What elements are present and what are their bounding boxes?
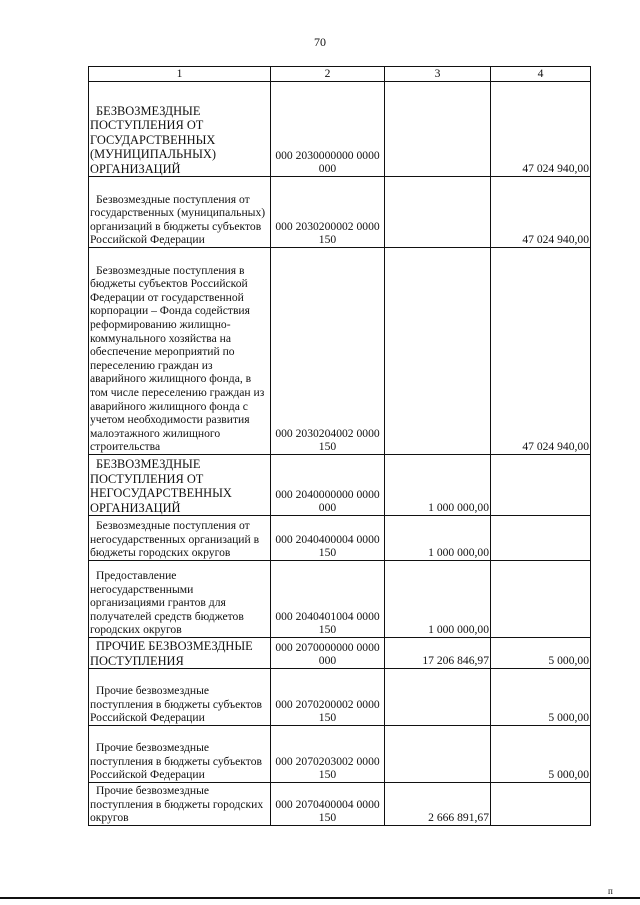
row-name xyxy=(89,248,271,455)
row-name xyxy=(89,669,271,726)
row-name-text: Безвозмездные поступления от негосударственных организаций в бюджеты городских округов xyxy=(90,519,260,560)
row-name xyxy=(89,82,271,177)
header-cell-3: 3 xyxy=(385,67,491,82)
row-amount-col4 xyxy=(491,783,591,826)
row-code: 000 2040401004 0000 150 xyxy=(271,561,385,638)
row-amount-col4: 5 000,00 xyxy=(491,726,591,783)
row-name xyxy=(89,561,271,638)
table-row xyxy=(89,669,591,726)
row-code: 000 2030204002 0000 150 xyxy=(271,248,385,455)
row-amount-col3 xyxy=(385,177,491,248)
row-name xyxy=(89,177,271,248)
header-cell-1: 1 xyxy=(89,67,271,82)
table-row xyxy=(89,177,591,248)
row-amount-col4: 47 024 940,00 xyxy=(491,248,591,455)
row-amount-col3: 1 000 000,00 xyxy=(385,561,491,638)
row-code: 000 2070400004 0000 150 xyxy=(271,783,385,826)
row-amount-col4: 47 024 940,00 xyxy=(491,177,591,248)
header-cell-4: 4 xyxy=(491,67,591,82)
table-row xyxy=(89,783,591,826)
row-code: 000 2030000000 0000 000 xyxy=(271,82,385,177)
row-amount-col4: 5 000,00 xyxy=(491,669,591,726)
row-amount-col4 xyxy=(491,516,591,561)
row-name xyxy=(89,638,271,669)
row-name-text: Безвозмездные поступления в бюджеты субъектов Российской Федерации от государственной корпорации – Фонда содействия реформированию жилищно-коммунального хозяйства на обеспечение мероприятий по переселению граждан из аварийного жилищного фонда, в том числе переселению граждан из аварийного жилищного фонда с учетом необходимости развития малоэтажного жилищного строительства xyxy=(90,263,265,454)
corner-mark: п xyxy=(608,886,613,896)
row-amount-col3: 17 206 846,97 xyxy=(385,638,491,669)
row-amount-col3 xyxy=(385,248,491,455)
row-name xyxy=(89,726,271,783)
row-amount-col4: 5 000,00 xyxy=(491,638,591,669)
row-amount-col4 xyxy=(491,561,591,638)
row-amount-col4: 47 024 940,00 xyxy=(491,82,591,177)
row-code: 000 2070000000 0000 000 xyxy=(271,638,385,669)
row-amount-col3: 2 666 891,67 xyxy=(385,783,491,826)
row-name-text: БЕЗВОЗМЕЗДНЫЕ ПОСТУПЛЕНИЯ ОТ НЕГОСУДАРСТВЕННЫХ ОРГАНИЗАЦИЙ xyxy=(90,457,232,515)
row-amount-col3: 1 000 000,00 xyxy=(385,455,491,516)
row-code: 000 2070203002 0000 150 xyxy=(271,726,385,783)
header-cell-2: 2 xyxy=(271,67,385,82)
page-number: 70 xyxy=(314,35,326,49)
row-amount-col3 xyxy=(385,726,491,783)
row-name-text: ПРОЧИЕ БЕЗВОЗМЕЗДНЫЕ ПОСТУПЛЕНИЯ xyxy=(90,639,253,668)
row-amount-col3 xyxy=(385,669,491,726)
row-name-text: Безвозмездные поступления от государственных (муниципальных) организаций в бюджеты субъектов Российской Федерации xyxy=(90,192,266,247)
row-code: 000 2070200002 0000 150 xyxy=(271,669,385,726)
row-amount-col3: 1 000 000,00 xyxy=(385,516,491,561)
table-row xyxy=(89,726,591,783)
table-row xyxy=(89,82,591,177)
row-name xyxy=(89,516,271,561)
row-code: 000 2040000000 0000 000 xyxy=(271,455,385,516)
row-name-text: БЕЗВОЗМЕЗДНЫЕ ПОСТУПЛЕНИЯ ОТ ГОСУДАРСТВЕННЫХ (МУНИЦИПАЛЬНЫХ) ОРГАНИЗАЦИЙ xyxy=(90,103,216,176)
row-code: 000 2040400004 0000 150 xyxy=(271,516,385,561)
table-row xyxy=(89,638,591,669)
row-name-text: Прочие безвозмездные поступления в бюджеты городских округов xyxy=(90,784,264,825)
row-name-text: Предоставление негосударственными организациями грантов для получателей средств бюджетов городских округов xyxy=(90,569,244,637)
row-name-text: Прочие безвозмездные поступления в бюджеты субъектов Российской Федерации xyxy=(90,684,262,725)
row-name-text: Прочие безвозмездные поступления в бюджеты субъектов Российской Федерации xyxy=(90,741,262,782)
scan-bottom-edge xyxy=(0,897,640,899)
row-name xyxy=(89,783,271,826)
table-row xyxy=(89,516,591,561)
row-amount-col3 xyxy=(385,82,491,177)
row-code: 000 2030200002 0000 150 xyxy=(271,177,385,248)
table-row xyxy=(89,561,591,638)
header-row xyxy=(89,67,591,82)
table-row xyxy=(89,455,591,516)
table-row xyxy=(89,248,591,455)
row-amount-col4 xyxy=(491,455,591,516)
budget-table xyxy=(88,66,591,826)
row-name xyxy=(89,455,271,516)
